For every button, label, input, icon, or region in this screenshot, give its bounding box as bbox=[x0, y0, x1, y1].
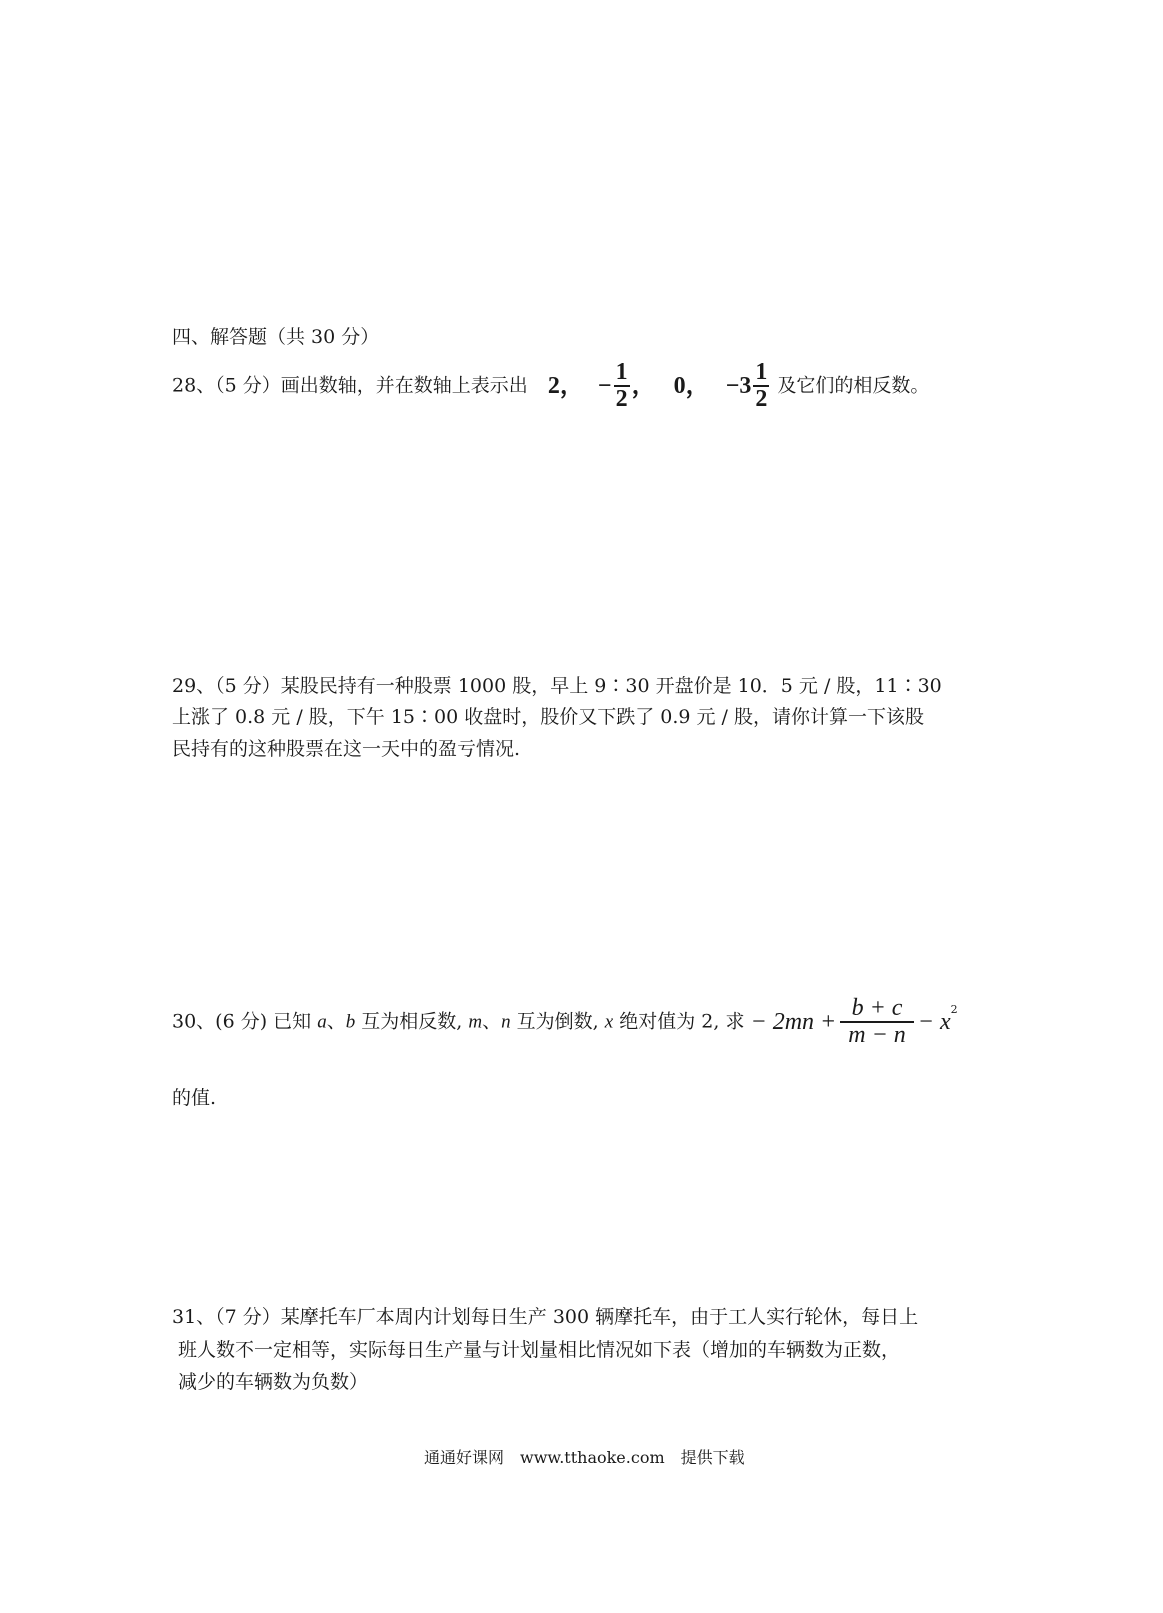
q30-var-a: a bbox=[317, 1011, 327, 1033]
q30-frac-numerator: b + c bbox=[840, 996, 914, 1023]
q28-frac-denominator: 2 bbox=[615, 386, 628, 413]
q28-number-0: 0， bbox=[673, 373, 710, 400]
q28-comma: ， bbox=[631, 373, 656, 400]
page-footer: 通通好课网 www.tthaoke.com 提供下载 bbox=[424, 1448, 745, 1467]
q28-neg-three: −3 bbox=[725, 373, 752, 400]
question-28 bbox=[172, 360, 929, 412]
q30-var-n: n bbox=[501, 1011, 511, 1033]
q30-var-x: x bbox=[604, 1011, 614, 1033]
q31-line-1: 31、（7 分）某摩托车厂本周内计划每日生产 300 辆摩托车，由于工人实行轮休，每日上 bbox=[172, 1306, 919, 1328]
q30-line-2: 的值. bbox=[172, 1087, 217, 1109]
q29-line-2: 上涨了 0.8 元 / 股，下午 15∶00 收盘时，股价又下跌了 0.9 元 / 股，请你计算一下该股 bbox=[172, 706, 924, 728]
q28-number-2: 2， bbox=[547, 373, 584, 400]
q30-var-m: m bbox=[468, 1011, 483, 1033]
q30-prefix: 30、(6 分) 已知 bbox=[172, 1010, 312, 1033]
q30-expression-left: − 2mn + bbox=[750, 1009, 837, 1036]
q28-suffix: 及它们的相反数。 bbox=[777, 374, 930, 397]
q31-line-3: 减少的车辆数为负数） bbox=[178, 1371, 369, 1393]
q30-text-reciprocal: 互为倒数, bbox=[516, 1010, 599, 1033]
q30-separator: 、 bbox=[326, 1010, 346, 1033]
q28-fraction-mixed bbox=[753, 360, 769, 412]
q30-exponent: 2 bbox=[950, 1003, 958, 1017]
q29-line-1: 29、（5 分）某股民持有一种股票 1000 股，早上 9∶30 开盘价是 10．5 元 / 股，11∶30 bbox=[172, 675, 942, 697]
section-title: 四、解答题（共 30 分） bbox=[172, 326, 380, 348]
q30-text-abs: 绝对值为 2, 求 bbox=[619, 1010, 745, 1033]
q30-var-b: b bbox=[345, 1011, 356, 1033]
q28-fraction-half bbox=[614, 360, 630, 412]
q30-expression-right: − x bbox=[917, 1009, 951, 1036]
q28-frac2-denominator: 2 bbox=[755, 386, 768, 413]
q30-text-opposite: 互为相反数, bbox=[361, 1010, 463, 1033]
q29-line-3: 民持有的这种股票在这一天中的盈亏情况. bbox=[172, 738, 521, 760]
q30-separator-2: 、 bbox=[482, 1010, 502, 1033]
q31-line-2: 班人数不一定相等，实际每日生产量与计划量相比情况如下表（增加的车辆数为正数， bbox=[178, 1339, 901, 1361]
q30-expression-fraction bbox=[840, 996, 914, 1048]
q28-frac2-numerator: 1 bbox=[753, 360, 769, 387]
q28-prefix: 28、（5 分）画出数轴，并在数轴上表示出 bbox=[172, 374, 528, 397]
question-30 bbox=[172, 996, 958, 1048]
q28-minus: − bbox=[597, 373, 612, 400]
q28-frac-numerator: 1 bbox=[614, 360, 630, 387]
q30-frac-denominator: m − n bbox=[848, 1022, 906, 1049]
